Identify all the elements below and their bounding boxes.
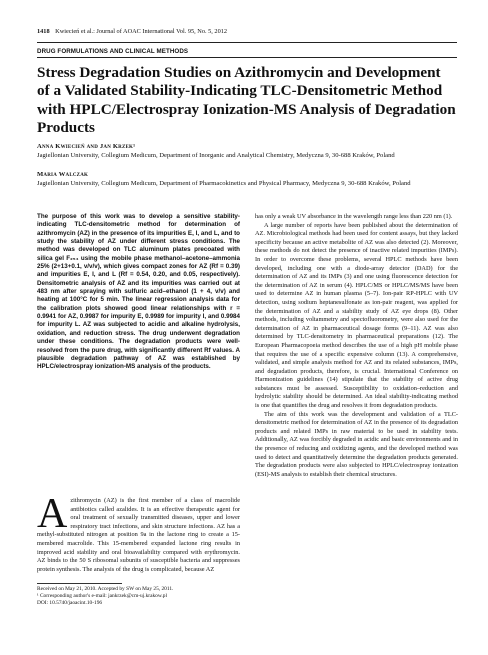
section-rule [37,57,457,58]
body-paragraph: The aim of this work was the development and validation of a TLC-densitometric method for determination of AZ in the presence of its degradation products and related IMPs in raw material to be used in stability tests. Additionally, AZ was forcibly degraded in acidic and basic environments and in the presence of reducing and oxidizing agents, and the developed method was used to detect and quantitatively determine the degradation products generated. The degradation products were also subjected to HPLC/electrospray ionization (ESI)-MS analysis to establish their chemical structures. [255,410,458,478]
footnote-doi: DOI: 10.5740/jaoacint.10-196 [37,599,103,606]
drop-cap: A [37,491,68,537]
body-paragraph: A large number of reports have been published about the determination of AZ. Microbiological methods had been used for content assays, but they lacked specificity because an active metabolite of AZ was also detected (2). Moreover, these methods do not detect the presence of inactive related impurities (IMPs). In order to overcome these problems, several HPLC methods have been developed, including one with a diode-array detector (DAD) for the determination of AZ and its IMPs (3) and one using fluorescence detection for the determination of AZ in serum (4). HPLC/MS or HPLC/MS/MS have been used to determine AZ in human plasma (5–7). Ion-pair RP-HPLC with UV detection, using sodium heptanesulfonate as ion-pair reagent, was applied for the determination of AZ and a stability study of AZ eye drops (8). Other methods, including voltammetry and spectofluorometry, were also used for the determination of AZ in pharmaceutical dosage forms (9–11). AZ was also determined by TLC-densitometry in pharmaceutical preparations (12). The European Pharmacopoeia method describes the use of a high pH mobile phase that requires the use of a specific expensive column (13). A comprehensive, validated, and simple analysis method for AZ and its related substances, IMPs, and degradation products, therefore, is crucial. International Conference on Harmonization guidelines (14) stipulate that the stability of active drug substances must be assessed. Susceptibility to oxidation–reduction and hydrolytic stability should be determined. An ideal stability-indicating method is one that quantifies the drug and resolves it from degradation products. [255,221,458,410]
running-head-text: Kwiecień et al.: Journal of AOAC International Vol. 95, No. 5, 2012 [55,28,228,35]
right-column [255,213,458,479]
introduction-text: zithromycin (AZ) is the first member of a class of macrolide antibiotics called azalides. It is an effective therapeutic agent for oral treatment of sexually transmitted diseases, upper and lower respiratory tract infections, and skin structure infections. AZ has a methyl-substituted nitrogen at position 9a in the lactone ring to create a 15-membered macrolide. This 15-membered expanded lactone ring results in improved acid stability and oral bioavailability compared with erythromycin. AZ binds to the 50 S ribosomal subunits of susceptible bacteria and suppresses protein synthesis. The analysis of the drug is complicated, because AZ [37,497,240,573]
author-names: Maria Walczak [37,171,89,178]
introduction-paragraph [37,491,240,574]
section-label: DRUG FORMULATIONS AND CLINICAL METHODS [37,48,189,55]
abstract: The purpose of this work was to develop a sensitive stability-indicating TLC-densitometric method for determination of azithromycin (AZ) in the presence of its impurities E, I, and L, and to study the stability of AZ under different stress conditions. The method was developed on TLC aluminum plates precoated with silica gel F₂₅₄ using the mobile phase methanol–acetone–ammonia 25% (2+13+0.1, v/v/v), which gives compact zones for AZ (Rf = 0.39) and impurities E, I, and L (Rf = 0.54, 0.20, and 0.05, respectively). Densitometric analysis of AZ and its impurities was carried out at 483 nm after spraying with sulfuric acid–ethanol (1 + 4, v/v) and heating at 100°C for 5 min. The linear regression analysis data for the calibration plots showed good linear relationships with r = 0.9941 for AZ, 0.9987 for impurity E, 0.9989 for impurity I, and 0.9984 for impurity L. AZ was subjected to acidic and alkaline hydrolysis, oxidation, and reduction stress. The drug underwent degradation under these conditions. The degradation products were well-resolved from the pure drug, with significantly different Rf values. A plausible degradation pathway of AZ was established by HPLC/electrospray ionization-MS analysis of the products. [37,213,240,371]
author-names: Anna Kwiecień and Jan Krzek¹ [37,143,136,150]
running-head [37,28,457,36]
author-block-1 [37,142,457,160]
footnote-received: Received on May 21, 2010. Accepted by SW on May 25, 2011. [37,586,174,592]
author-block-2 [37,170,457,188]
page-number: 1418 [37,28,50,35]
footnotes [37,586,247,606]
footnote-corresponding-author: ¹ Corresponding author's e-mail: jankrzek@cm-uj.krakow.pl [37,592,167,599]
header-rule [37,42,457,43]
author-affiliation: Jagiellonian University, Collegium Medicum, Department of Inorganic and Analytical Chemistry, Medyczna 9, 30-688 Kraków, Poland [37,152,395,159]
article-title: Stress Degradation Studies on Azithromycin and Development of a Validated Stability-Indicating TLC-Densitometric Method with HPLC/Electrospray Ionization-MS Analysis of Degradation Products [37,64,456,137]
author-affiliation: Jagiellonian University, Collegium Medicum, Department of Pharmacokinetics and Physical Pharmacy, Medyczna 9, 30-688 Kraków, Poland [37,180,411,187]
body-paragraph: has only a weak UV absorbance in the wavelength range less than 220 nm (1). [255,213,453,220]
footnote-rule [37,583,122,584]
